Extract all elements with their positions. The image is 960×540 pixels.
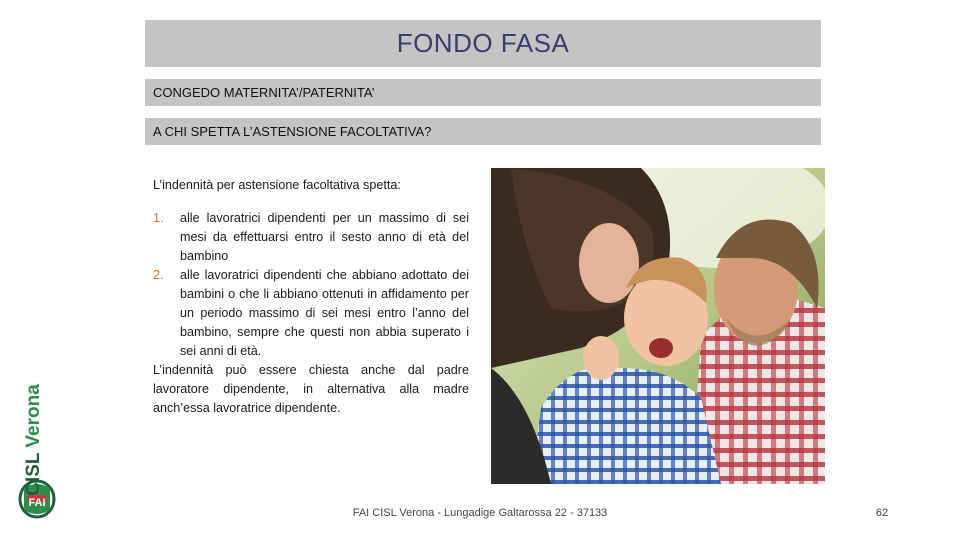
slide-title: FONDO FASA bbox=[145, 20, 821, 67]
body-text bbox=[153, 176, 469, 418]
family-photo bbox=[491, 168, 825, 484]
list-item bbox=[153, 209, 469, 266]
logo-name-part2: Verona bbox=[23, 384, 44, 448]
list-number: 1. bbox=[153, 211, 164, 225]
logo-name-part1: CISL bbox=[23, 447, 44, 496]
footer-text: FAI CISL Verona - Lungadige Galtarossa 22 - 37133 bbox=[352, 507, 608, 519]
list-item-text: alle lavoratrici dipendenti per un massimo di sei mesi da effettuarsi entro il sesto anno di età del bambino bbox=[180, 211, 469, 263]
page-number: 62 bbox=[875, 507, 889, 519]
eligibility-list bbox=[153, 209, 469, 361]
list-item-text: alle lavoratrici dipendenti che abbiano adottato dei bambini o che li abbiano ottenuti in affidamento per un periodo massimo di sei mesi entro l’anno del bambino, sempre che questi non abbia superato i sei anni di età. bbox=[180, 268, 469, 358]
intro-text: L’indennità per astensione facoltativa spetta: bbox=[153, 178, 401, 192]
list-number: 2. bbox=[153, 268, 164, 282]
question-heading: A CHI SPETTA L’ASTENSIONE FACOLTATIVA? bbox=[145, 118, 821, 145]
logo-wordmark bbox=[23, 384, 45, 496]
logo-badge-text: FAI bbox=[28, 497, 46, 509]
section-heading: CONGEDO MATERNITA’/PATERNITA’ bbox=[145, 79, 821, 106]
closing-text: L’indennità può essere chiesta anche dal padre lavoratore dipendente, in alternativa alla madre anch’essa lavoratrice dipendente. bbox=[153, 363, 469, 415]
list-item bbox=[153, 266, 469, 361]
